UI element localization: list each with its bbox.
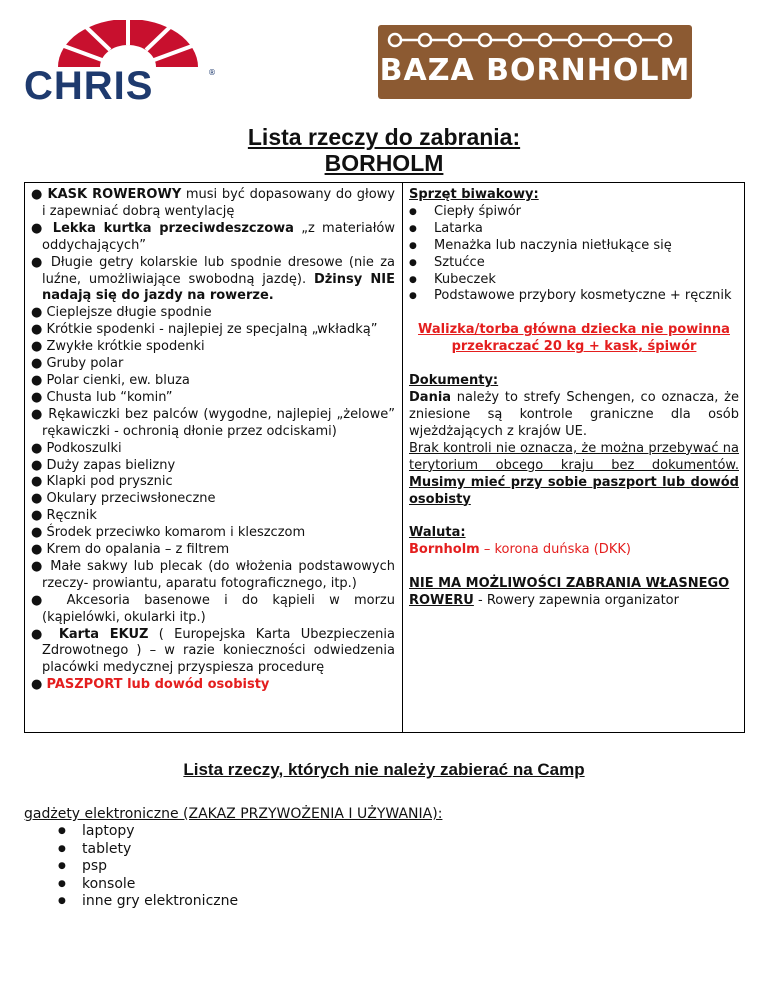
list-item: ● Polar cienki, ew. bluza xyxy=(31,372,190,388)
right-column xyxy=(409,187,739,610)
walizka-note: Walizka/torba główna dziecka nie powinna przekraczać 20 kg + kask, śpiwór xyxy=(418,322,730,355)
left-column xyxy=(31,187,395,694)
list-item: ● Cieplejsze długie spodnie xyxy=(31,305,212,321)
list-item: ● KASK ROWEROWY musi być dopasowany do głowy i zapewniać dobrą wentylację xyxy=(31,187,395,219)
list-item: ● Akcesoria basenowe i do kąpieli w morzu (kąpielówki, okularki itp.) xyxy=(31,592,395,625)
list-item: ● Gruby polar xyxy=(31,356,124,372)
list-item: ● Rękawiczki bez palców (wygodne, najlepiej „żelowe” rękawiczki - ochronią dłonie przez odciskami) xyxy=(31,406,395,439)
list-item: ● Krótkie spodenki - najlepiej ze specjalną „wkładką” xyxy=(31,322,378,338)
list-item: ● tablety xyxy=(58,841,238,859)
chain-icon xyxy=(385,30,685,50)
list-item: ● laptopy xyxy=(58,823,238,841)
list-item: ● Podkoszulki xyxy=(31,440,122,456)
dokumenty-text-2: Brak kontroli nie oznacza, że można przebywać na terytorium obcego kraju bez dokumentów. Musimy mieć przy sobie paszport lub dowód osobisty xyxy=(409,440,739,507)
list-item: ● psp xyxy=(58,858,238,876)
chris-logo xyxy=(24,20,216,108)
list-item: ● Okulary przeciwsłoneczne xyxy=(31,491,216,507)
list-item: ● Chusta lub “komin” xyxy=(31,389,173,405)
baza-bornholm-logo xyxy=(378,25,692,99)
chris-logo-text: CHRIS xyxy=(24,64,154,108)
list-item: ● Długie getry kolarskie lub spodnie dresowe (nie za luźne, umożliwiające swobodną jazdę). Dżinsy NIE nadają się do jazdy na rowerze. xyxy=(31,254,396,304)
list-item: ● Menażka lub naczynia nietłukące się xyxy=(409,238,739,255)
chris-registered-mark: ® xyxy=(208,68,216,77)
not-allowed-title: Lista rzeczy, których nie należy zabierać na Camp xyxy=(183,760,585,779)
title-line-1: Lista rzeczy do zabrania: xyxy=(247,124,521,150)
list-item: ● Ciepły śpiwór xyxy=(409,204,739,221)
waluta-heading: Waluta: xyxy=(409,525,466,541)
list-item: ● Zwykłe krótkie spodenki xyxy=(31,339,205,355)
list-item: ● konsole xyxy=(58,876,238,894)
list-item: ● Lekka kurtka przeciwdeszczowa „z materiałów oddychających” xyxy=(31,220,395,253)
list-item: ● Latarka xyxy=(409,221,739,238)
list-item-passport: ● PASZPORT lub dowód osobisty xyxy=(31,677,270,693)
list-item: ● Sztućce xyxy=(409,255,739,272)
list-item: ● Ręcznik xyxy=(31,508,97,524)
rower-note: NIE MA MOŻLIWOŚCI ZABRANIA WŁASNEGO ROWERU - Rowery zapewnia organizator xyxy=(409,576,730,609)
list-item: ● Małe sakwy lub plecak (do włożenia podstawowych rzeczy- prowiantu, aparatu fotograficznego, itp.) xyxy=(31,558,395,591)
dokumenty-heading: Dokumenty: xyxy=(409,373,499,389)
dokumenty-text: Dania należy to strefy Schengen, co oznacza, że zniesione są kontrole graniczne dla osób wjeżdżających z krajów UE. xyxy=(409,390,739,439)
gadzety-heading: gadżety elektroniczne (ZAKAZ PRZYWOŻENIA I UŻYWANIA): xyxy=(24,806,443,822)
list-item: ● Krem do opalania – z filtrem xyxy=(31,542,230,558)
sprzet-heading: Sprzęt biwakowy: xyxy=(409,187,539,202)
list-item: ● Karta EKUZ ( Europejska Karta Ubezpieczenia Zdrowotnego ) – w razie konieczności odwiedzenia placówki medycznej przyspiesza procedurę xyxy=(31,626,395,676)
chris-logo-arc-icon xyxy=(38,20,218,68)
items-table xyxy=(24,182,745,733)
list-item: ● Duży zapas bielizny xyxy=(31,457,176,473)
waluta-text: Bornholm – korona duńska (DKK) xyxy=(409,542,631,558)
baza-logo-text: BAZA BORNHOLM xyxy=(379,53,691,88)
table-divider xyxy=(402,183,403,732)
list-item: ● Klapki pod prysznic xyxy=(31,474,173,490)
list-item: ● Podstawowe przybory kosmetyczne + ręcznik xyxy=(409,288,739,305)
list-item: ● inne gry elektroniczne xyxy=(58,893,238,911)
title-line-2: BORHOLM xyxy=(324,150,444,176)
list-item: ● Środek przeciwko komarom i kleszczom xyxy=(31,525,306,541)
not-allowed-list xyxy=(58,823,238,911)
list-item: ● Kubeczek xyxy=(409,272,739,289)
page-title xyxy=(0,124,768,176)
